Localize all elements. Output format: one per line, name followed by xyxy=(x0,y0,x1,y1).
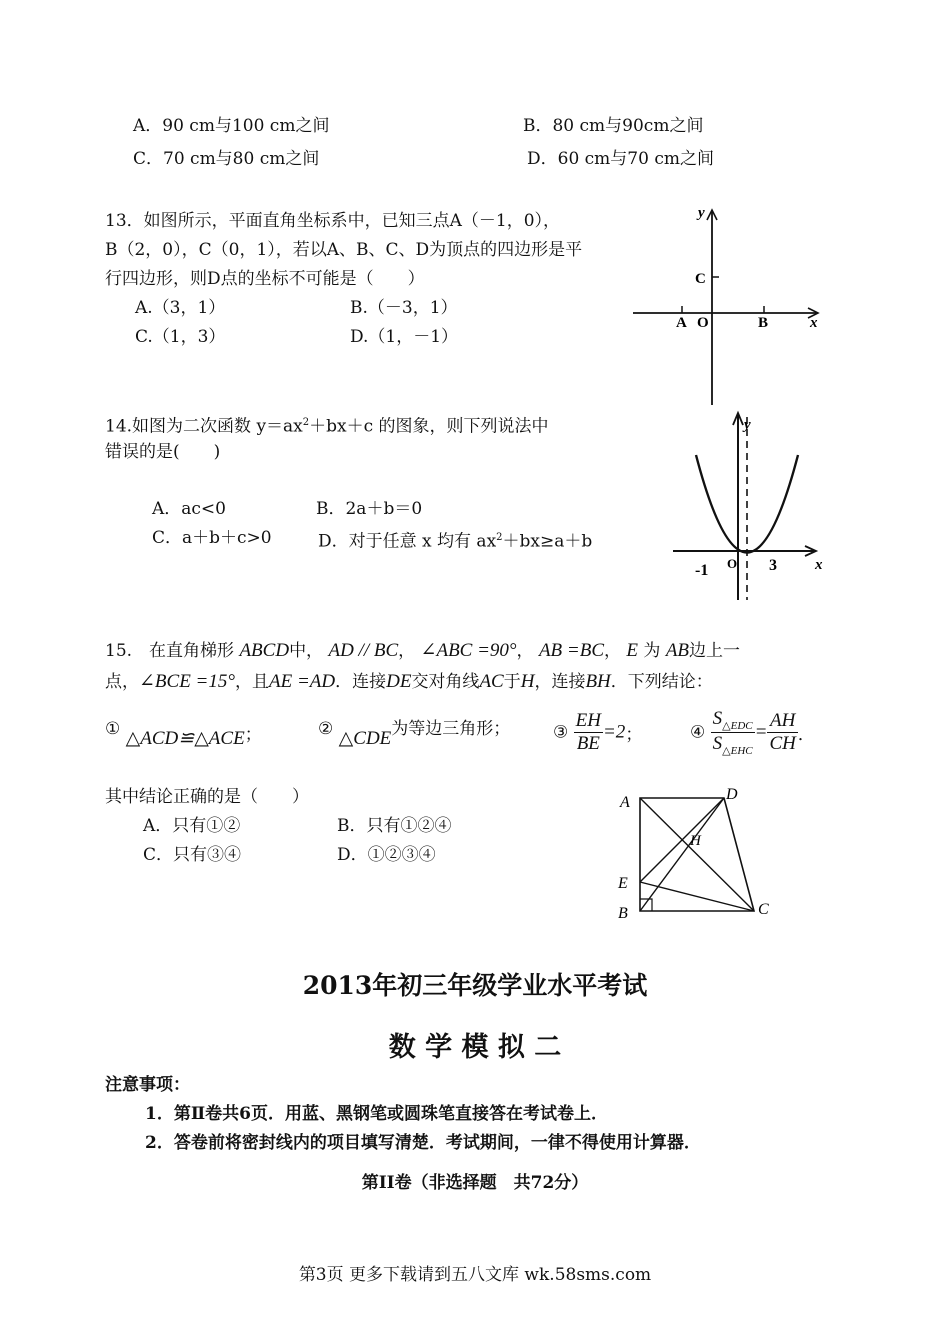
q14-option-b: B．2a＋b＝0 xyxy=(316,499,423,519)
page-footer: 第3页 更多下载请到五八文库 wk.58sms.com xyxy=(298,1265,652,1285)
fig14-x-label: x xyxy=(815,557,823,573)
q13-option-b: B.（－3，1） xyxy=(350,298,458,318)
segment-ec xyxy=(640,882,754,911)
fig13-o-label: O xyxy=(697,315,709,331)
diagonal-ac xyxy=(640,798,754,911)
q15-option-c: C．只有③④ xyxy=(143,845,242,865)
q14-option-d: D．对于任意 x 均有 $ax^2+bx\ge a+b$ xyxy=(318,531,593,552)
q12-option-b: B．80 cm与90cm之间 xyxy=(523,116,704,136)
fig13-c-label: C xyxy=(695,271,706,287)
q14-parabola-figure xyxy=(665,405,845,605)
fig13-x-label: x xyxy=(810,315,818,331)
q15-option-a: A．只有①② xyxy=(143,816,241,836)
q12-option-a: A．90 cm与100 cm之间 xyxy=(133,116,330,136)
q15-option-b: B．只有①②④ xyxy=(337,816,452,836)
fig14-o-label: O xyxy=(727,556,738,571)
q14-option-a: A．ac<0 xyxy=(152,499,226,519)
notice-item-1: 1．第Ⅱ卷共6页．用蓝、黑钢笔或圆珠笔直接答在考试卷上． xyxy=(145,1104,608,1124)
q13-option-d: D.（1，－1） xyxy=(350,327,459,347)
q15-conclusion-2: ② △CDE为等边三角形； xyxy=(318,719,511,749)
q12-option-c: C．70 cm与80 cm之间 xyxy=(133,149,320,169)
q13-option-c: C.（1，3） xyxy=(135,327,226,347)
q14-line1: 14.如图为二次函数 $y=ax^2+bx+c$ 的图象，则下列说法中 xyxy=(105,416,549,437)
fig15-c-label: C xyxy=(758,901,769,918)
q15-trapezoid-figure xyxy=(612,785,782,925)
q15-line2: 点，∠BCE =15°，且AE =AD．连接DE交对角线AC于H，连接BH．下列结论： xyxy=(105,671,713,692)
fig13-b-label: B xyxy=(758,315,769,331)
notice-item-2: 2．答卷前将密封线内的项目填写清楚．考试期间，一律不得使用计算器． xyxy=(145,1133,701,1153)
q15-conclusion-3: ③ $\frac{EH}{BE}$ =2； xyxy=(553,710,643,754)
q13-option-a: A.（3，1） xyxy=(135,298,226,318)
q15-option-d: D．①②③④ xyxy=(337,845,436,865)
notice-heading: 注意事项： xyxy=(105,1075,190,1095)
q12-option-d: D．60 cm与70 cm之间 xyxy=(527,149,714,169)
q14-option-c: C．a＋b＋c>0 xyxy=(152,528,272,548)
fig15-a-label: A xyxy=(620,794,630,811)
fig13-a-label: A xyxy=(676,315,687,331)
fig14-minus-one: -1 xyxy=(695,562,709,579)
fig14-y-label: y xyxy=(744,417,751,433)
q13-line2: B（2，0），C（0，1），若以A、B、C、D为顶点的四边形是平 xyxy=(105,240,583,260)
diagonal-bd xyxy=(640,798,724,911)
q13-line3: 行四边形，则D点的坐标不可能是（ ） xyxy=(105,269,425,289)
part-two-heading: 第II卷（非选择题 共72分） xyxy=(361,1173,589,1193)
exam-subtitle: 数 学 模 拟 二 xyxy=(388,1032,562,1063)
fig15-h-label: H xyxy=(690,833,701,849)
fig15-e-label: E xyxy=(618,875,628,892)
fig15-d-label: D xyxy=(726,786,738,803)
q13-coordinate-figure xyxy=(625,200,855,410)
q15-conclusion-4: ④ $\frac{S_{\triangle EDC}}{S_{\triangle EHC}}$ = $\frac{AH}{CH}$ ． xyxy=(690,708,815,757)
q13-line1: 13．如图所示，平面直角坐标系中，已知三点A（－1，0）， xyxy=(105,211,561,231)
fig13-y-label: y xyxy=(698,205,705,221)
q14-line2: 错误的是( ) xyxy=(105,442,221,462)
q15-line1: 15. 在直角梯形 ABCD中， AD // BC， ∠ABC =90°， AB =BC， E 为 AB边上一 xyxy=(105,640,741,661)
fig14-three: 3 xyxy=(769,557,777,574)
exam-title: 2013年初三年级学业水平考试 xyxy=(302,971,648,1000)
fig15-b-label: B xyxy=(618,905,628,922)
q15-question: 其中结论正确的是（ ） xyxy=(105,787,309,807)
q15-conclusion-1: ① △ACD≌△ACE； xyxy=(105,719,262,749)
